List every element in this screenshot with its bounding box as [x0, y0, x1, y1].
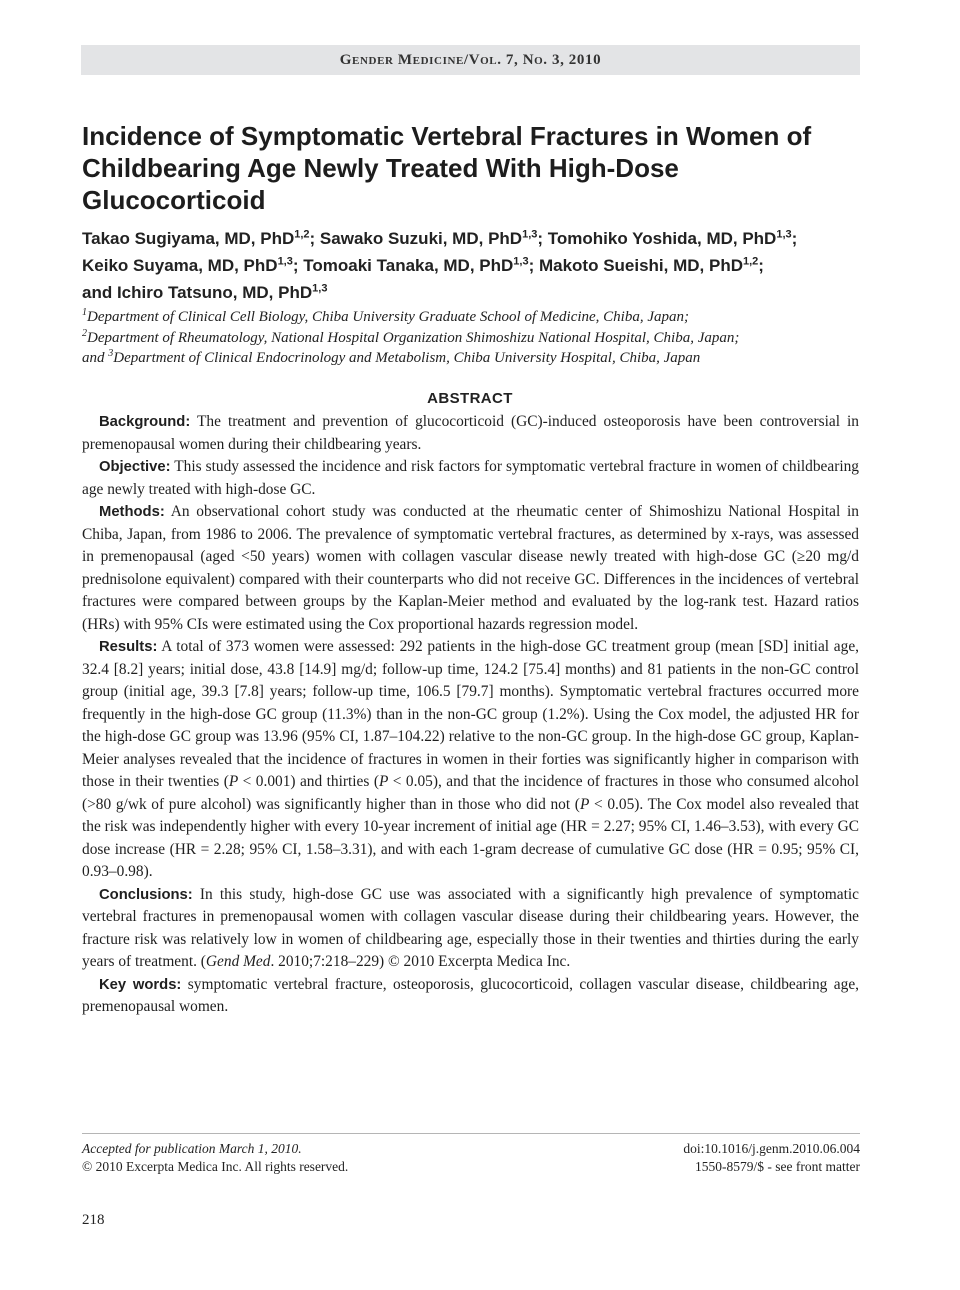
journal-abbreviation: Gend Med [205, 953, 271, 970]
author-name: Tomohiko Yoshida, MD, PhD [547, 229, 777, 248]
accepted-date: Accepted for publication March 1, 2010. [82, 1141, 302, 1156]
author-name: Sawako Suzuki, MD, PhD [319, 229, 523, 248]
author-affiliation-marker: 1,3 [513, 255, 529, 268]
abstract-keywords [82, 974, 859, 1019]
footer-divider [82, 1133, 860, 1134]
abstract-conclusions [82, 884, 859, 974]
author-name: and Ichiro Tatsuno, MD, PhD [82, 283, 313, 302]
affiliation-3 [82, 348, 862, 369]
section-text: . 2010;7:218–229) © 2010 Excerpta Medica Inc. [270, 953, 571, 970]
author-separator: ; [758, 256, 764, 275]
journal-citation: Gender Medicine/Vol. 7, No. 3, 2010 [339, 51, 602, 68]
author-name: Tomoaki Tanaka, MD, PhD [303, 256, 514, 275]
p-value-symbol: P [378, 773, 389, 790]
section-text: This study assessed the incidence and risk factors for symptomatic vertebral fracture in women of childbearing age newly treated with high-dose GC. [82, 458, 859, 498]
author-list [82, 225, 862, 306]
affiliation-marker: 1 [82, 307, 87, 318]
author-separator: ; [537, 229, 548, 248]
copyright-notice: © 2010 Excerpta Medica Inc. All rights reserved. [82, 1159, 349, 1174]
section-label: Methods: [99, 504, 165, 520]
author-separator: ; [528, 256, 539, 275]
section-label: Background: [99, 414, 191, 430]
abstract-background [82, 411, 859, 456]
article-title: Incidence of Symptomatic Vertebral Fractures in Women of Childbearing Age Newly Treated With High-Dose Glucocorticoid [82, 121, 812, 215]
author-name: Keiko Suyama, MD, PhD [82, 256, 278, 275]
author-separator: ; [309, 229, 320, 248]
page-number: 218 [82, 1212, 105, 1228]
author-affiliation-marker: 1,2 [743, 255, 759, 268]
publication-info [82, 1140, 348, 1176]
section-text: < 0.05). The Cox model also revealed that the risk was independently higher with every 10-year increment of initial age (HR = 2.27; 95% CI, 1.46–3.53), with every GC dose increase (HR = 2.28; 95% CI, 1.58–3.31), and with each 1-gram decrease of cumulative GC dose (HR = 0.95; 95% CI, 0.93–0.98). [82, 795, 859, 880]
abstract-results [82, 636, 859, 884]
identifier-info [683, 1140, 860, 1176]
affiliation-text: Department of Clinical Endocrinology and Metabolism, Chiba University Hospital, Chiba, Japan [113, 350, 701, 366]
abstract-methods [82, 501, 859, 636]
section-text: A total of 373 women were assessed: 292 patients in the high-dose GC treatment group (mean [SD] initial age, 32.4 [8.2] years; initial dose, 43.8 [14.9] mg/d; follow-up time, 124.2 [75.4] months) and 81 patients in the non-GC control group (initial age, 39.3 [7.8] years; follow-up time, 106.5 [79.7] months). Symptomatic vertebral fractures occurred more frequently in the high-dose GC group (11.3%) than in the non-GC group (1.2%). Using the Cox model, the adjusted HR for the high-dose GC group was 13.96 (95% CI, 1.87–104.22) relative to the non-GC group. In the high-dose GC group, Kaplan-Meier analyses revealed that the incidence of fractures in women in their forties was significantly higher in comparison with those in their twenties ( [82, 638, 859, 790]
affiliation-text: Department of Clinical Cell Biology, Chiba University Graduate School of Medicine, Chiba, Japan; [87, 309, 689, 325]
author-separator: ; [791, 229, 798, 248]
section-label: Conclusions: [99, 886, 193, 903]
section-label: Results: [99, 639, 158, 655]
abstract-objective [82, 456, 859, 501]
section-text: < 0.05), and that the incidence of fractures in those who consumed alcohol (>80 g/wk of pure alcohol) was significantly higher than in those who did not ( [82, 773, 860, 813]
affiliation-marker: 2 [82, 327, 87, 339]
section-text: An observational cohort study was conducted at the rheumatic center of Shimoshizu National Hospital in Chiba, Japan, from 1986 to 2006. The prevalence of symptomatic vertebral fractures, as determined by x-rays, was assessed in premenopausal (aged <50 years) women with collagen vascular disease newly treated with high-dose GC (≥20 mg/d prednisolone equivalent) compared with their counterparts who did not receive GC. Differences in the incidences of vertebral fractures were compared between groups by the Kaplan-Meier method and evaluated by the log-rank test. Hazard ratios (HRs) with 95% CIs were estimated using the Cox proportional hazards regression model. [82, 503, 859, 633]
doi-link[interactable]: doi:10.1016/j.genm.2010.06.004 [683, 1141, 860, 1156]
author-affiliation-marker: 1,3 [312, 282, 328, 295]
author-affiliation-marker: 1,3 [776, 228, 792, 241]
author-name: Makoto Sueishi, MD, PhD [538, 256, 743, 275]
author-affiliation-marker: 1,2 [294, 228, 310, 241]
author-separator: ; [292, 256, 304, 275]
section-text: In this study, high-dose GC use was associated with a significantly high prevalence of symptomatic vertebral fractures in premenopausal women with collagen vascular disease during their childbearing years. However, the fracture risk was relatively low in women of childbearing age, especially those in their twenties and thirties during the early years of treatment. ( [82, 885, 859, 970]
affiliations [82, 307, 862, 369]
affiliation-1 [82, 307, 862, 328]
section-label: Key words: [99, 976, 182, 993]
author-affiliation-marker: 1,3 [277, 255, 293, 268]
p-value-symbol: P [228, 773, 239, 790]
section-label: Objective: [99, 459, 171, 475]
running-header [81, 45, 860, 75]
affiliation-marker: 3 [108, 348, 114, 359]
abstract-body [82, 411, 859, 1019]
issn: 1550-8579/$ - see front matter [695, 1159, 860, 1174]
section-text: symptomatic vertebral fracture, osteoporosis, glucocorticoid, collagen vascular disease, childbearing age, premenopausal women. [82, 975, 859, 1015]
abstract-heading: ABSTRACT [427, 390, 513, 407]
author-name: Takao Sugiyama, MD, PhD [82, 229, 295, 248]
section-text: The treatment and prevention of glucocorticoid (GC)-induced osteoporosis have been controversial in premenopausal women during their childbearing years. [82, 413, 859, 453]
p-value-symbol: P [579, 795, 590, 813]
affiliation-text: Department of Rheumatology, National Hospital Organization Shimoshizu National Hospital, Chiba, Japan; [87, 329, 740, 346]
section-text: < 0.001) and thirties ( [238, 773, 379, 790]
affiliation-prefix: and [82, 350, 109, 366]
author-affiliation-marker: 1,3 [522, 228, 538, 241]
affiliation-2 [82, 328, 862, 349]
